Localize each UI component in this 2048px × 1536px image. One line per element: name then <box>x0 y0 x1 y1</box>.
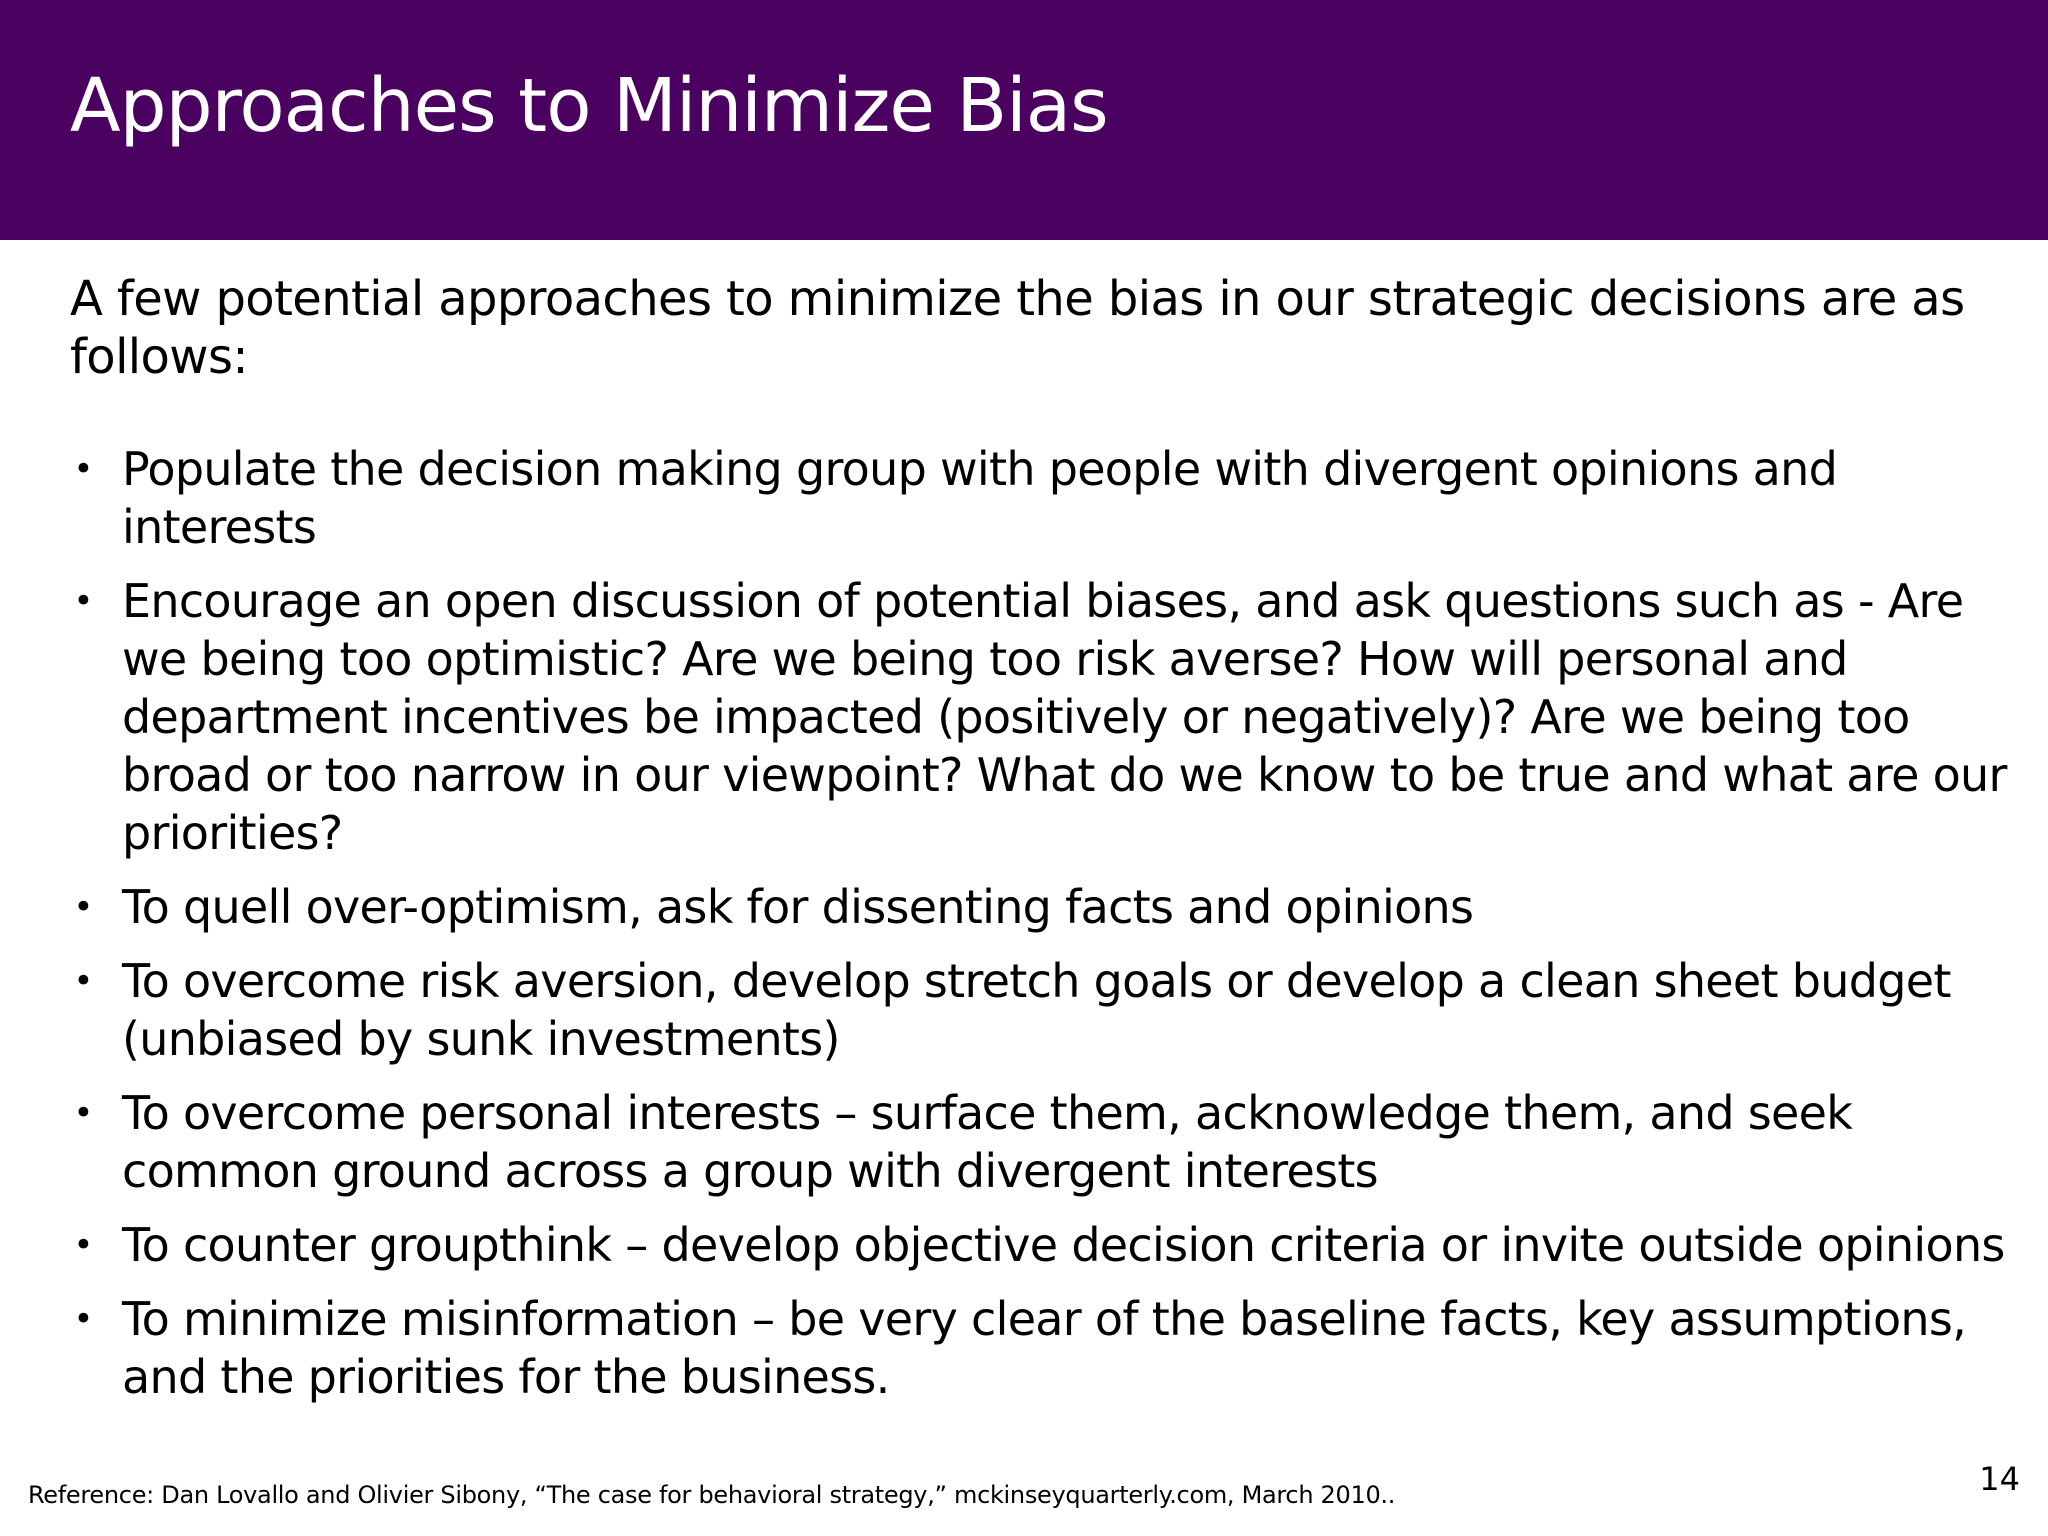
bullet-item <box>70 572 2010 862</box>
bullet-text: Populate the decision making group with people with divergent opinions and interests <box>122 442 1838 554</box>
bullet-item <box>70 1084 2010 1200</box>
bullet-item <box>70 952 2010 1068</box>
bullet-text: To counter groupthink – develop objective decision criteria or invite outside opinions <box>122 1218 2005 1272</box>
bullet-text: Encourage an open discussion of potential biases, and ask questions such as - Are we being too optimistic? Are we being too risk averse? How will personal and department incentives be impacted (positively or negatively)? Are we being too broad or too narrow in our viewpoint? What do we know to be true and what are our priorities? <box>122 574 2007 860</box>
bullet-text: To minimize misinformation – be very clear of the baseline facts, key assumptions, and the priorities for the business. <box>122 1292 1967 1404</box>
bullet-text: To quell over-optimism, ask for dissenting facts and opinions <box>122 880 1474 934</box>
bullet-item <box>70 878 2010 936</box>
bullet-icon: • <box>73 887 93 927</box>
bullet-icon: • <box>73 581 93 621</box>
bullet-icon: • <box>73 1299 93 1339</box>
bullet-text: To overcome personal interests – surface them, acknowledge them, and seek common ground across a group with divergent interests <box>122 1086 1853 1198</box>
intro-text: A few potential approaches to minimize the bias in our strategic decisions are as follows: <box>70 271 1965 385</box>
bullet-text: To overcome risk aversion, develop stretch goals or develop a clean sheet budget (unbiased by sunk investments) <box>122 954 1951 1066</box>
bullet-icon: • <box>73 1093 93 1133</box>
bullet-item <box>70 1290 2010 1406</box>
slide-title: Approaches to Minimize Bias <box>70 63 1108 149</box>
bullet-item <box>70 1216 2010 1274</box>
bullet-item <box>70 440 2010 556</box>
reference-footnote: Reference: Dan Lovallo and Olivier Sibony, “The case for behavioral strategy,” mckinseyquarterly.com, March 2010.. <box>28 1481 1396 1509</box>
bullet-icon: • <box>73 961 93 1001</box>
bullet-list <box>70 440 2010 1422</box>
title-bar <box>0 0 2048 240</box>
bullet-icon: • <box>73 1225 93 1265</box>
bullet-icon: • <box>73 449 93 489</box>
page-number: 14 <box>1979 1460 2020 1498</box>
